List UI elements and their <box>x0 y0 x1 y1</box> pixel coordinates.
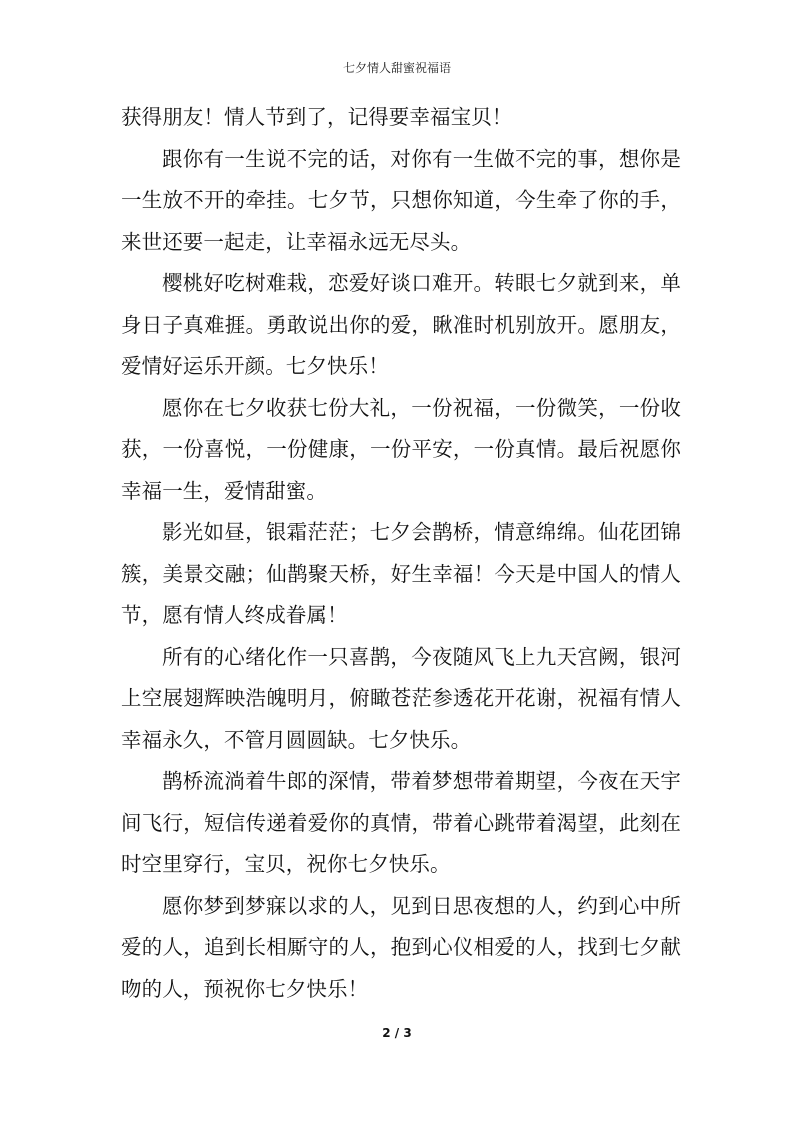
paragraph: 鹊桥流淌着牛郎的深情，带着梦想带着期望，今夜在天宇间飞行，短信传递着爱你的真情，带着心跳带着渴望，此刻在时空里穿行，宝贝，祝你七夕快乐。 <box>121 769 681 876</box>
page-header-title: 七夕情人甜蜜祝福语 <box>342 61 451 75</box>
document-body <box>121 97 681 1010</box>
paragraph: 愿你梦到梦寐以求的人，见到日思夜想的人，约到心中所爱的人，追到长相厮守的人，抱到心仪相爱的人，找到七夕献吻的人，预祝你七夕快乐！ <box>121 893 681 1001</box>
page-number: 2 / 3 <box>382 1026 412 1040</box>
paragraph: 愿你在七夕收获七份大礼，一份祝福，一份微笑，一份收获，一份喜悦，一份健康，一份平安，一份真情。最后祝愿你幸福一生，爱情甜蜜。 <box>121 395 681 503</box>
paragraph: 跟你有一生说不完的话，对你有一生做不完的事，想你是一生放不开的牵挂。七夕节，只想你知道，今生牵了你的手，来世还要一起走，让幸福永远无尽头。 <box>121 146 681 254</box>
paragraph-continuation: 获得朋友！情人节到了，记得要幸福宝贝！ <box>121 105 513 129</box>
paragraph: 影光如昼，银霜茫茫；七夕会鹊桥，情意绵绵。仙花团锦簇，美景交融；仙鹊聚天桥，好生幸福！今天是中国人的情人节，愿有情人终成眷属！ <box>121 520 681 627</box>
paragraph: 所有的心绪化作一只喜鹊，今夜随风飞上九天宫阙，银河上空展翅辉映浩魄明月，俯瞰苍茫参透花开花谢，祝福有情人幸福永久，不管月圆圆缺。七夕快乐。 <box>121 644 681 752</box>
paragraph: 樱桃好吃树难栽，恋爱好谈口难开。转眼七夕就到来，单身日子真难捱。勇敢说出你的爱，瞅准时机别放开。愿朋友，爱情好运乐开颜。七夕快乐！ <box>121 271 681 378</box>
